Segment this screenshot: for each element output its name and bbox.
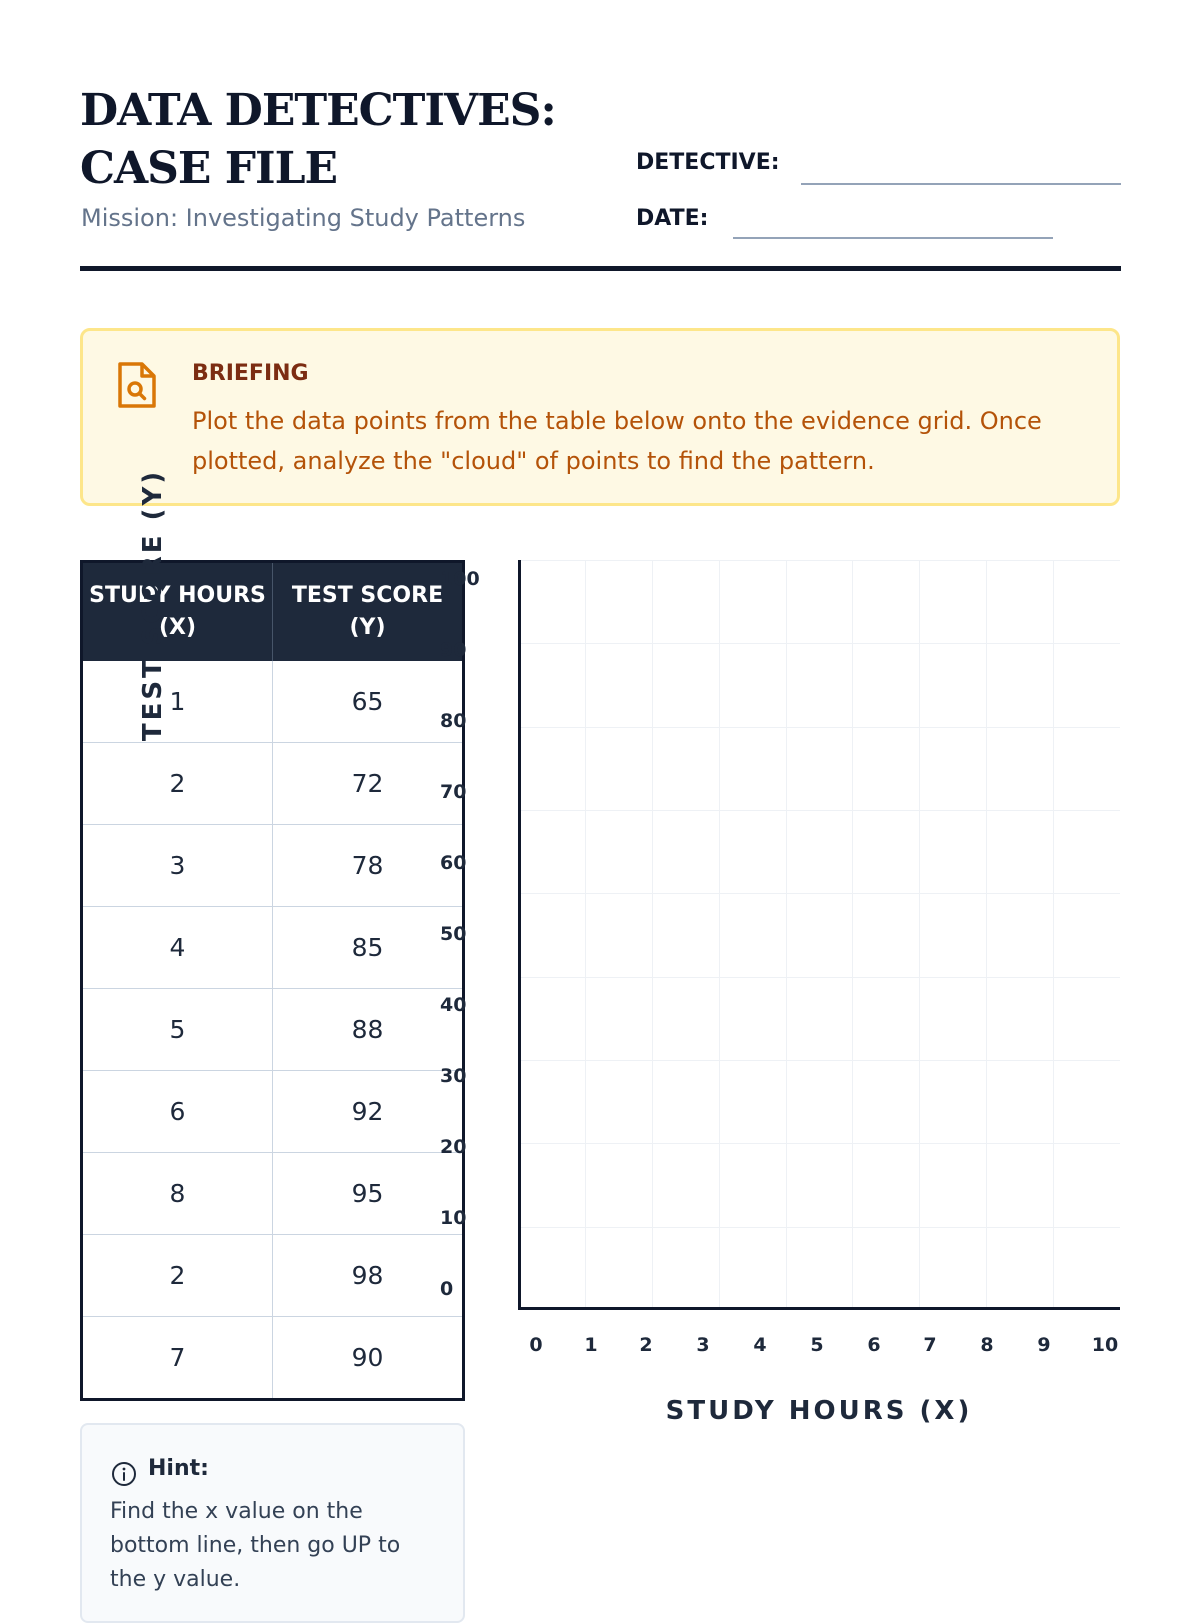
file-search-icon [116, 360, 158, 414]
detective-label: DETECTIVE: [636, 150, 780, 175]
y-tick-label: 0 [440, 1278, 454, 1300]
header-divider [80, 266, 1121, 271]
hint-title: Hint: [148, 1456, 209, 1481]
table-row [82, 1317, 464, 1400]
x-tick-label: 3 [696, 1334, 710, 1356]
cell-y: 98 [273, 1235, 464, 1317]
x-tick-label: 9 [1037, 1334, 1051, 1356]
y-tick-label: 100 [440, 568, 480, 590]
y-tick-label: 10 [440, 1207, 467, 1229]
x-tick-label: 0 [529, 1334, 543, 1356]
x-tick-label: 4 [753, 1334, 767, 1356]
cell-x: 1 [82, 661, 273, 743]
table-row [82, 825, 464, 907]
cell-y: 90 [273, 1317, 464, 1400]
cell-x: 4 [82, 907, 273, 989]
x-tick-label: 1 [584, 1334, 598, 1356]
cell-x: 8 [82, 1153, 273, 1235]
y-tick-label: 30 [440, 1065, 467, 1087]
page-subtitle: Mission: Investigating Study Patterns [81, 204, 526, 232]
detective-name-field[interactable] [801, 183, 1121, 185]
x-tick-label: 10 [1091, 1334, 1119, 1356]
y-tick-label: 50 [440, 923, 467, 945]
x-tick-label: 5 [810, 1334, 824, 1356]
y-axis-label: TEST SCORE (Y) [138, 468, 168, 742]
cell-x: 2 [82, 1235, 273, 1317]
info-icon [111, 1461, 137, 1491]
x-tick-label: 7 [923, 1334, 937, 1356]
cell-x: 3 [82, 825, 273, 907]
y-tick-label: 90 [440, 639, 467, 661]
y-tick-label: 20 [440, 1136, 467, 1158]
evidence-grid[interactable] [518, 560, 1120, 1310]
table-row [82, 989, 464, 1071]
cell-y: 88 [273, 989, 464, 1071]
table-row [82, 1153, 464, 1235]
cell-y: 72 [273, 743, 464, 825]
hint-text: Find the x value on the bottom line, then go UP to the y value. [110, 1499, 401, 1592]
cell-y: 85 [273, 907, 464, 989]
grid-lines [518, 560, 1120, 1310]
table-row [82, 907, 464, 989]
column-header-y: TEST SCORE (Y) [273, 562, 464, 662]
x-tick-label: 8 [980, 1334, 994, 1356]
page-title: DATA DETECTIVES: CASE FILE [80, 85, 556, 194]
cell-x: 5 [82, 989, 273, 1071]
table-row [82, 1071, 464, 1153]
table-row [82, 1235, 464, 1317]
cell-y: 95 [273, 1153, 464, 1235]
cell-y: 92 [273, 1071, 464, 1153]
hint-box [80, 1423, 465, 1623]
cell-x: 2 [82, 743, 273, 825]
column-header-x: STUDY HOURS (X) [82, 562, 273, 662]
x-axis-label: STUDY HOURS (X) [665, 1396, 973, 1426]
date-field[interactable] [733, 237, 1053, 239]
cell-x: 7 [82, 1317, 273, 1400]
briefing-title: BRIEFING [192, 361, 309, 386]
cell-x: 6 [82, 1071, 273, 1153]
y-tick-label: 80 [440, 710, 467, 732]
cell-y: 65 [273, 661, 464, 743]
briefing-box [80, 328, 1120, 506]
y-tick-label: 70 [440, 781, 467, 803]
table-row [82, 743, 464, 825]
briefing-text: Plot the data points from the table below onto the evidence grid. Once plotted, analyze the "cloud" of points to find the pattern. [192, 407, 1042, 475]
x-tick-label: 6 [867, 1334, 881, 1356]
y-tick-label: 60 [440, 852, 467, 874]
x-tick-label: 2 [639, 1334, 653, 1356]
cell-y: 78 [273, 825, 464, 907]
date-label: DATE: [636, 206, 709, 231]
y-tick-label: 40 [440, 994, 467, 1016]
